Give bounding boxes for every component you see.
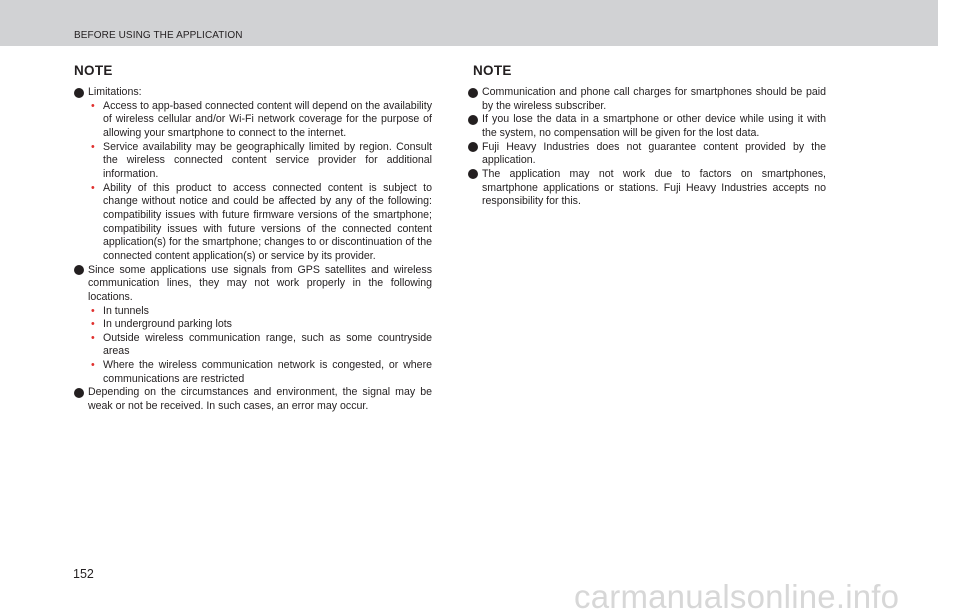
sub-bullet-icon: • — [91, 359, 95, 372]
note-item-text: Communication and phone call charges for smartphones should be paid by the wireless subscriber. — [482, 86, 826, 112]
bullet-icon — [468, 142, 478, 152]
note-item-signal — [72, 386, 432, 413]
note-subitem-text: Where the wireless communication network is congested, or where communications are restricted — [103, 359, 432, 385]
section-title: BEFORE USING THE APPLICATION — [74, 30, 243, 41]
note-title: NOTE — [473, 63, 512, 78]
sub-bullet-icon: • — [91, 181, 95, 194]
note-subitem — [88, 305, 432, 319]
note-item-text: Limitations: — [88, 86, 142, 98]
bullet-icon — [468, 169, 478, 179]
note-subitem — [88, 359, 432, 386]
note-subitem — [88, 100, 432, 141]
note-subitem-text: In underground parking lots — [103, 318, 232, 331]
note-subitem — [88, 141, 432, 182]
note-item — [466, 86, 826, 113]
sub-bullet-icon: • — [91, 99, 95, 112]
note-subitem-text: Access to app-based connected content will depend on the availability of wireless cellular and/or Wi-Fi network coverage for the purpose of allowing your smartphone to connect to the internet. — [103, 99, 432, 139]
right-note-column — [466, 63, 826, 209]
note-item-limitations — [72, 86, 432, 264]
header-edge — [938, 0, 960, 46]
note-item-text: Fuji Heavy Industries does not guarantee content provided by the application. — [482, 140, 826, 167]
sub-bullet-icon: • — [91, 318, 95, 331]
note-subitem-text: Outside wireless communication range, such as some countryside areas — [103, 331, 432, 358]
bullet-icon — [74, 388, 84, 398]
bullet-icon — [74, 88, 84, 98]
note-item — [466, 141, 826, 168]
bullet-icon — [468, 88, 478, 98]
note-item-gps — [72, 264, 432, 387]
page-number: 152 — [73, 567, 94, 581]
note-item-text: Since some applications use signals from GPS satellites and wireless communication lines, they may not work properly in the following locations. — [88, 263, 432, 303]
bullet-icon — [74, 265, 84, 275]
note-item-text: If you lose the data in a smartphone or other device while using it with the system, no compensation will be given for the lost data. — [482, 113, 826, 139]
sub-bullet-icon: • — [91, 304, 95, 317]
note-item — [466, 113, 826, 140]
sub-bullet-icon: • — [91, 331, 95, 344]
watermark: carmanualsonline.info — [574, 578, 900, 615]
note-title: NOTE — [74, 63, 113, 78]
bullet-icon — [468, 115, 478, 125]
note-subitem — [88, 318, 432, 332]
note-subitem — [88, 332, 432, 359]
note-item-text: The application may not work due to factors on smartphones, smartphone applications or stations. Fuji Heavy Industries accepts no responsibility for this. — [482, 167, 826, 208]
note-subitem-text: In tunnels — [103, 304, 149, 317]
note-item-text: Depending on the circumstances and environment, the signal may be weak or not be received. In such cases, an error may occur. — [88, 386, 432, 413]
note-subitem — [88, 182, 432, 264]
note-subitem-text: Ability of this product to access connected content is subject to change without notice and could be affected by any of the following: compatibility issues with future firmware versions of the smartphone; compatibility issues with future versions of the connected content application(s) for the smartphone; changes to or discontinuation of the connected content application(s) or service by its provider. — [103, 181, 432, 262]
sub-bullet-icon: • — [91, 140, 95, 153]
left-note-column — [72, 63, 432, 414]
note-subitem-text: Service availability may be geographically limited by region. Consult the wireless connected content service provider for additional information. — [103, 140, 432, 180]
note-item — [466, 168, 826, 209]
